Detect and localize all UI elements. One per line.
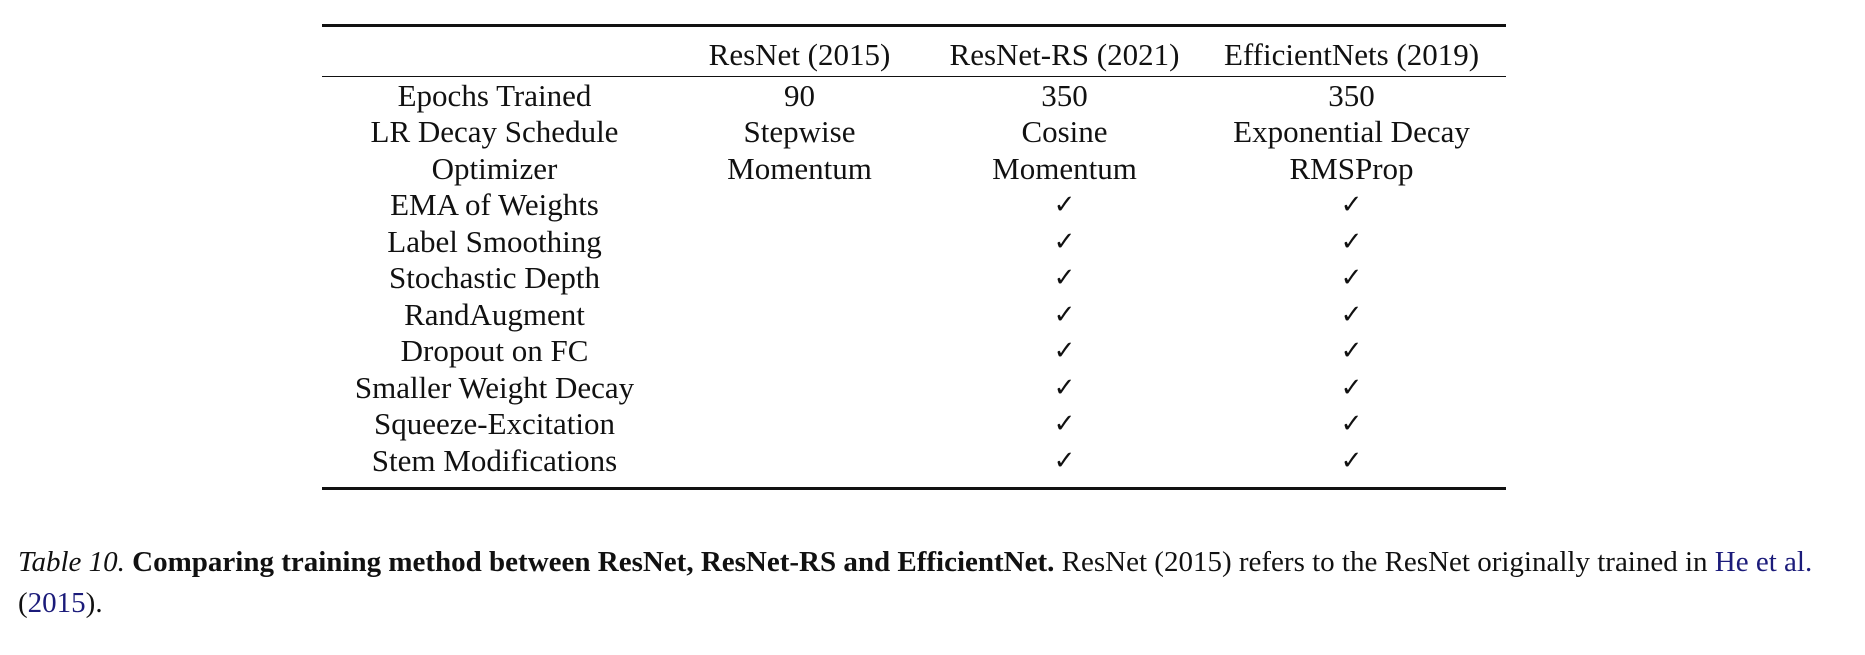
table-body — [322, 76, 1506, 489]
table-row — [322, 260, 1506, 297]
table-row — [322, 224, 1506, 261]
checkmark-icon: ✓ — [1340, 372, 1363, 403]
checkmark-icon: ✓ — [1053, 445, 1076, 476]
table-row — [322, 76, 1506, 114]
checkmark-icon: ✓ — [1053, 299, 1076, 330]
cell-resnet — [667, 297, 932, 334]
citation-year-link[interactable]: 2015 — [27, 587, 86, 619]
cell-row-label: Epochs Trained — [397, 77, 592, 113]
cell-resnet: 90 — [784, 77, 815, 113]
cell-row-label: Squeeze-Excitation — [373, 406, 615, 441]
cell-row-label: Smaller Weight Decay — [354, 369, 635, 405]
checkmark-icon: ✓ — [1340, 409, 1363, 439]
table-caption — [18, 542, 1848, 624]
table-row — [322, 297, 1506, 334]
cell-efficientnets: RMSProp — [1289, 150, 1414, 186]
citation-open-paren: ( — [18, 587, 28, 619]
citation-authors-link[interactable]: He et al. — [1714, 546, 1813, 578]
table-row — [322, 406, 1506, 443]
checkmark-icon: ✓ — [1053, 190, 1076, 220]
cell-row-label: Label Smoothing — [387, 223, 602, 259]
checkmark-icon: ✓ — [1053, 372, 1076, 403]
table-header — [322, 26, 1506, 77]
cell-resnet-rs: Momentum — [992, 150, 1137, 186]
cell-resnet — [667, 224, 932, 261]
checkmark-icon: ✓ — [1053, 409, 1076, 439]
checkmark-icon: ✓ — [1340, 190, 1363, 220]
cell-row-label: Stochastic Depth — [389, 260, 600, 295]
header-row — [322, 26, 1506, 77]
cell-resnet — [667, 187, 932, 224]
cell-resnet — [667, 260, 932, 297]
cell-resnet-rs: 350 — [1041, 77, 1088, 113]
cell-efficientnets: Exponential Decay — [1233, 114, 1470, 149]
table-row — [322, 151, 1506, 188]
table-row — [322, 187, 1506, 224]
cell-resnet — [667, 333, 932, 370]
cell-resnet-rs: Cosine — [1021, 114, 1108, 149]
table-row — [322, 443, 1506, 489]
header-cell-efficientnets: EfficientNets (2019) — [1197, 26, 1506, 77]
cell-row-label: Optimizer — [431, 150, 558, 186]
table-row — [322, 333, 1506, 370]
header-cell-row-label — [322, 26, 667, 77]
checkmark-icon: ✓ — [1053, 336, 1076, 366]
cell-row-label: LR Decay Schedule — [370, 114, 619, 149]
checkmark-icon: ✓ — [1053, 263, 1076, 293]
checkmark-icon: ✓ — [1340, 445, 1363, 476]
citation-close-paren: ). — [85, 587, 103, 619]
cell-row-label: Stem Modifications — [371, 442, 618, 478]
cell-resnet — [667, 443, 932, 489]
checkmark-icon: ✓ — [1053, 226, 1076, 257]
caption-title: Comparing training method between ResNet, ResNet-RS and EfficientNet. — [132, 546, 1055, 578]
checkmark-icon: ✓ — [1340, 299, 1363, 330]
checkmark-icon: ✓ — [1340, 336, 1363, 366]
checkmark-icon: ✓ — [1340, 226, 1363, 257]
table-row — [322, 370, 1506, 407]
caption-text: ResNet (2015) refers to the ResNet originally trained in — [1061, 546, 1708, 578]
header-cell-resnet-rs: ResNet-RS (2021) — [932, 26, 1197, 77]
comparison-table-container — [322, 24, 1506, 490]
caption-label: Table 10. — [18, 546, 125, 578]
cell-resnet: Momentum — [727, 150, 872, 186]
header-cell-resnet: ResNet (2015) — [667, 26, 932, 77]
cell-resnet: Stepwise — [743, 114, 856, 149]
cell-resnet — [667, 370, 932, 407]
comparison-table — [322, 24, 1506, 490]
cell-row-label: EMA of Weights — [390, 187, 599, 222]
cell-efficientnets: 350 — [1328, 77, 1375, 113]
checkmark-icon: ✓ — [1340, 263, 1363, 293]
cell-row-label: Dropout on FC — [400, 333, 589, 368]
table-row — [322, 114, 1506, 151]
cell-row-label: RandAugment — [404, 296, 585, 332]
cell-resnet — [667, 406, 932, 443]
